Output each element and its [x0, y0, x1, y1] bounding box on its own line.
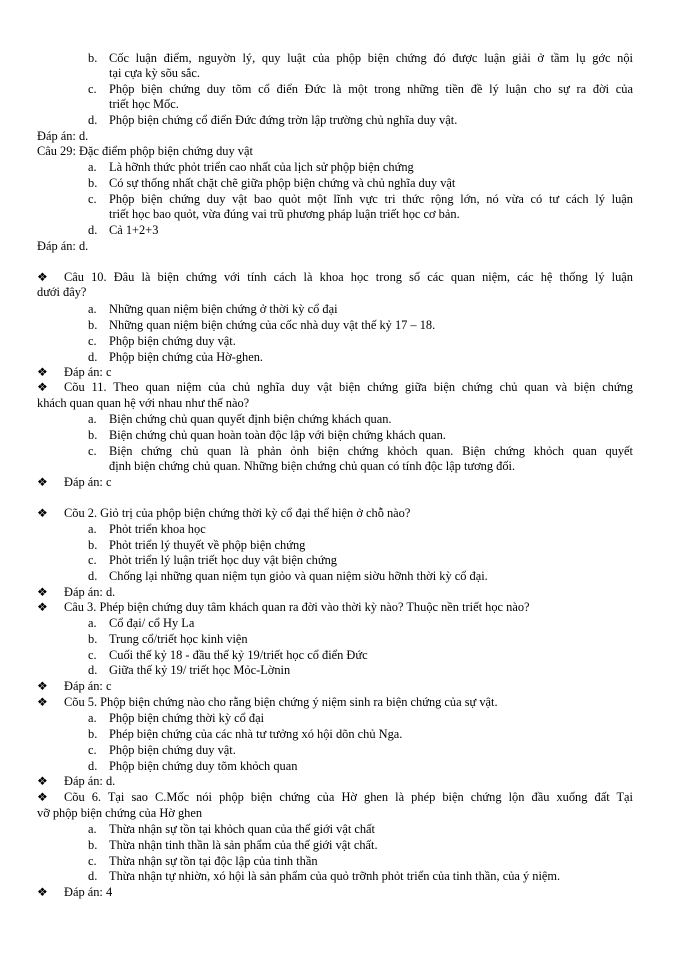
option-marker: c. [88, 444, 97, 458]
option-marker: c. [88, 192, 97, 206]
option-text: Phộp biện chứng của Hờ-ghen. [109, 350, 264, 364]
option-text: Thừa nhận sự tồn tại độc lập của tinh thần [109, 854, 318, 868]
option-marker: b. [88, 632, 98, 646]
option-text: Biện chứng chủ quan là phản ỏnh biện chứng khỏch quan. Biện chứng khỏch quan quyết [109, 444, 633, 458]
option-text: Cuối thế kỷ 18 - đầu thế kỷ 19/triết học cổ điển Đức [109, 648, 368, 662]
option-text: Thừa nhận sự tồn tại khỏch quan của thế giới vật chất [109, 822, 375, 836]
option-text: Giữa thế kỷ 19/ triết học Mỏc-Lờnin [109, 663, 291, 677]
option-marker: b. [88, 538, 98, 552]
option-marker: c. [88, 334, 97, 348]
option-marker: b. [88, 51, 98, 65]
bullet-icon: ❖ [37, 585, 48, 599]
option-marker: d. [88, 350, 98, 364]
bullet-icon: ❖ [37, 270, 48, 284]
option-marker: c. [88, 648, 97, 662]
answer-text: Đáp án: c [64, 475, 112, 489]
option-marker: d. [88, 759, 98, 773]
question-title: Cõu 5. Phộp biện chứng nào cho rằng biện chứng ý niệm sinh ra biện chứng của sự vật. [64, 695, 498, 709]
option-marker: b. [88, 428, 98, 442]
option-text: Có sự thống nhất chặt chẽ giữa phộp biện chứng và chủ nghĩa duy vật [109, 176, 456, 190]
question-title: khách quan quan hệ với nhau như thế nào? [37, 396, 250, 410]
option-marker: d. [88, 223, 98, 237]
question-title: Câu 3. Phép biện chứng duy tâm khách quan ra đời vào thời kỳ nào? Thuộc nền triết học nào? [64, 600, 530, 614]
option-marker: a. [88, 522, 97, 536]
answer-text: Đáp án: d. [37, 239, 89, 253]
option-marker: d. [88, 569, 98, 583]
option-text: Những quan niệm biện chứng ở thời kỳ cổ đại [109, 302, 338, 316]
option-text: Phộp biện chứng duy vật. [109, 334, 236, 348]
option-marker: c. [88, 743, 97, 757]
bullet-icon: ❖ [37, 885, 48, 899]
option-text: Biện chứng chủ quan hoàn toàn độc lập với biện chứng khách quan. [109, 428, 446, 442]
bullet-icon: ❖ [37, 475, 48, 489]
option-marker: d. [88, 663, 98, 677]
option-text: Những quan niệm biện chứng của cốc nhà duy vật thế kỷ 17 – 18. [109, 318, 436, 332]
option-marker: a. [88, 616, 97, 630]
option-text: Là hỡnh thức phỏt triển cao nhất của lịch sử phộp biện chứng [109, 160, 414, 174]
bullet-icon: ❖ [37, 695, 48, 709]
option-text: Phỏt triển khoa học [109, 522, 206, 536]
option-marker: a. [88, 412, 97, 426]
option-text: tại cựa kỳ sõu sắc. [109, 66, 201, 80]
option-text: Phộp biện chứng duy tõm khỏch quan [109, 759, 298, 773]
option-marker: b. [88, 318, 98, 332]
option-text: Thừa nhận tự nhiờn, xó hội là sản phẩm của quỏ trỡnh phỏt triển của tinh thần, của ý niệm. [109, 869, 561, 883]
option-marker: c. [88, 553, 97, 567]
option-marker: b. [88, 838, 98, 852]
option-marker: b. [88, 176, 98, 190]
option-text: Cốc luận điểm, nguyờn lý, quy luật của phộp biện chứng đó được luận giải ở tầm lụ gớc nội [109, 51, 633, 65]
answer-text: Đáp án: d. [64, 585, 116, 599]
bullet-icon: ❖ [37, 365, 48, 379]
question-title: Cõu 2. Giỏ trị của phộp biện chứng thời kỳ cổ đại thể hiện ở chỗ nào? [64, 506, 411, 520]
option-marker: a. [88, 160, 97, 174]
option-text: Phộp biện chứng duy vật bao quỏt một lĩnh vực tri thức rộng lớn, nó vừa có tư cách lý luận [109, 192, 633, 206]
option-marker: a. [88, 822, 97, 836]
question-title: Cõu 6. Tại sao C.Mốc nói phộp biện chứng của Hờ ghen là phép biện chứng lộn đầu xuống đất Tại [64, 790, 633, 804]
question-title: vỡ phộp biện chứng của Hờ ghen [37, 806, 203, 820]
option-text: triết học Mốc. [109, 97, 179, 111]
bullet-icon: ❖ [37, 679, 48, 693]
bullet-icon: ❖ [37, 506, 48, 520]
bullet-icon: ❖ [37, 774, 48, 788]
option-marker: a. [88, 302, 97, 316]
option-text: Biện chứng chủ quan quyết định biện chứng khách quan. [109, 412, 392, 426]
option-text: Phỏt triển lý luận triết học duy vật biện chứng [109, 553, 337, 567]
answer-text: Đáp án: 4 [64, 885, 113, 899]
question-title: Cõu 11. Theo quan niệm của chủ nghĩa duy vật biện chứng giữa biện chứng chủ quan và biện chứng [64, 380, 633, 394]
option-text: Phỏt triển lý thuyết về phộp biện chứng [109, 538, 306, 552]
option-marker: d. [88, 869, 98, 883]
option-marker: c. [88, 854, 97, 868]
option-text: Chống lại những quan niệm tụn giỏo và quan niệm siờu hỡnh thời kỳ cổ đại. [109, 569, 488, 583]
option-text: Phộp biện chứng duy vật. [109, 743, 236, 757]
option-marker: d. [88, 113, 98, 127]
answer-text: Đáp án: c [64, 365, 112, 379]
option-marker: b. [88, 727, 98, 741]
bullet-icon: ❖ [37, 600, 48, 614]
option-text: Phộp biện chứng thời kỳ cổ đại [109, 711, 265, 725]
option-text: định biện chứng chủ quan. Những biện chứng chủ quan có tính độc lập tương đối. [109, 459, 516, 473]
option-text: triết học bao quỏt, vừa đúng vai trũ phương pháp luận triết học cơ bản. [109, 207, 460, 221]
question-title: dưới đây? [37, 285, 87, 299]
option-text: Phộp biện chứng duy tõm cổ điển Đức là một trong những tiền đề lý luận cho sự ra đời của [109, 82, 633, 96]
answer-text: Đáp án: d. [64, 774, 116, 788]
answer-text: Đáp án: d. [37, 129, 89, 143]
answer-text: Đáp án: c [64, 679, 112, 693]
option-text: Cổ đại/ cổ Hy La [109, 616, 195, 630]
option-marker: a. [88, 711, 97, 725]
bullet-icon: ❖ [37, 790, 48, 804]
option-text: Trung cổ/triết học kinh viện [109, 632, 248, 646]
option-text: Phép biện chứng của các nhà tư tưởng xó hội dõn chủ Nga. [109, 727, 403, 741]
question-title: Câu 29: Đặc điểm phộp biện chứng duy vật [37, 144, 253, 158]
option-text: Thừa nhận tinh thần là sản phẩm của thế giới vật chất. [109, 838, 378, 852]
bullet-icon: ❖ [37, 380, 48, 394]
question-title: Câu 10. Đâu là biện chứng với tính cách là khoa học trong số các quan niệm, các hệ thống lý luận [64, 270, 633, 284]
option-marker: c. [88, 82, 97, 96]
option-text: Cả 1+2+3 [109, 223, 159, 237]
option-text: Phộp biện chứng cổ điển Đức đứng trờn lập trường chủ nghĩa duy vật. [109, 113, 458, 127]
